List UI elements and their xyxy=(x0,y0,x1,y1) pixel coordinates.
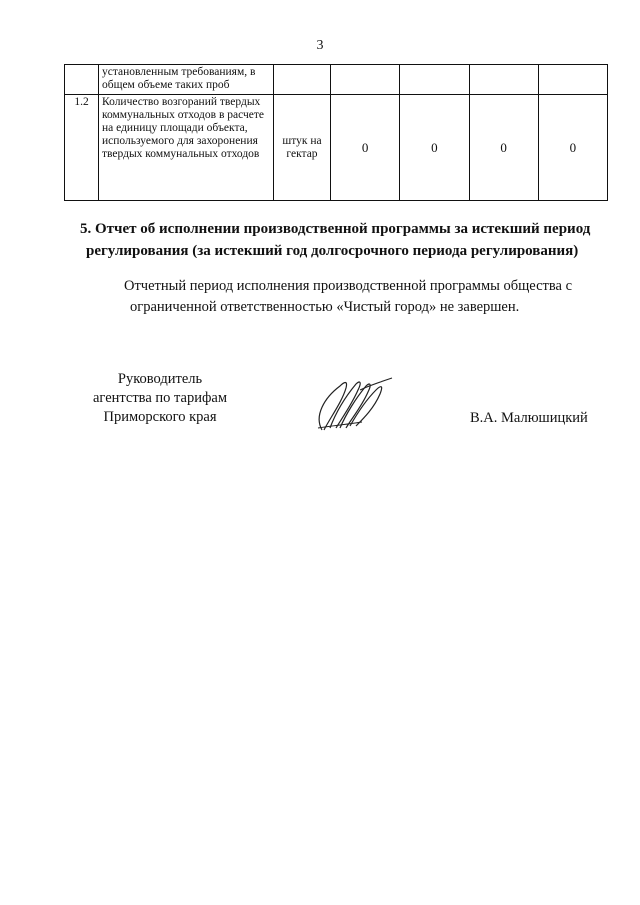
row-value xyxy=(400,65,469,95)
signatory-title-line: Приморского края xyxy=(103,409,217,425)
signatory-title-line: агентства по тарифам xyxy=(93,390,227,406)
row-value: 0 xyxy=(469,95,538,201)
table-row xyxy=(65,95,608,201)
paragraph-line: Отчетный период исполнения производственной программы общества с xyxy=(124,278,573,294)
row-value: 0 xyxy=(400,95,469,201)
row-value xyxy=(469,65,538,95)
table-row xyxy=(65,65,608,95)
row-value xyxy=(538,65,607,95)
page-number: 3 xyxy=(316,38,324,53)
section-title-line: 5. Отчет об исполнении производственной программы за истекший период xyxy=(80,221,591,237)
signatory-name: В.А. Малюшицкий xyxy=(470,410,588,426)
row-unit: штук на гектар xyxy=(274,95,331,201)
signatory-title xyxy=(80,370,240,427)
row-description: установленным требованиям, в общем объеме таких проб xyxy=(99,65,274,95)
row-value: 0 xyxy=(331,95,400,201)
indicators-table xyxy=(64,64,608,201)
row-unit xyxy=(274,65,331,95)
row-description: Количество возгораний твердых коммунальных отходов в расчете на единицу площади объекта, используемого для захоронения твердых коммунальных отходов xyxy=(99,95,274,201)
row-value xyxy=(331,65,400,95)
row-number xyxy=(65,65,99,95)
paragraph-line: ограниченной ответственностью «Чистый город» не завершен. xyxy=(130,299,520,315)
row-number: 1.2 xyxy=(65,95,99,201)
handwritten-signature xyxy=(300,368,400,438)
section-title xyxy=(80,218,600,262)
signatory-title-line: Руководитель xyxy=(117,371,203,387)
section-title-line: регулирования (за истекший год долгосрочного периода регулирования) xyxy=(86,243,579,259)
row-value: 0 xyxy=(538,95,607,201)
section-paragraph xyxy=(100,276,610,318)
